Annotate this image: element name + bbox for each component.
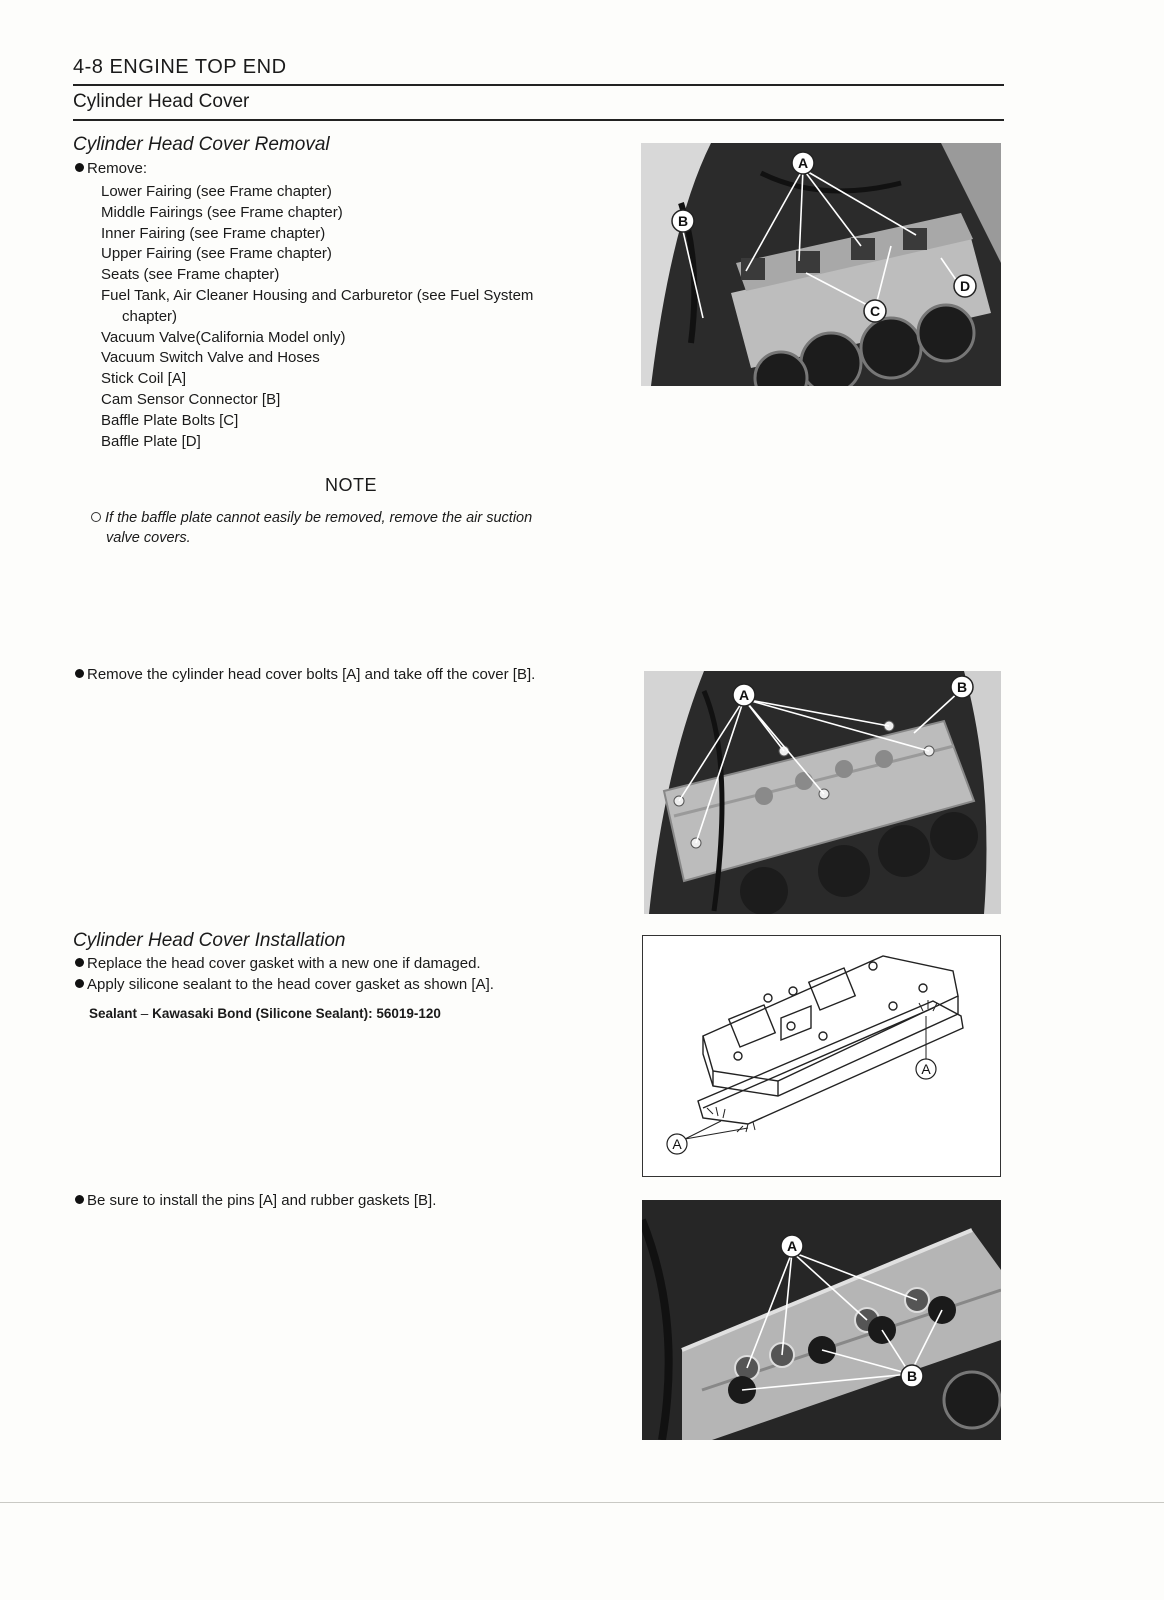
- callout-label: A: [738, 687, 750, 703]
- install-step-3: [75, 1192, 436, 1209]
- list-item: Vacuum Valve(California Model only): [101, 328, 346, 346]
- removal-title: Cylinder Head Cover Removal: [73, 134, 330, 155]
- list-item: Baffle Plate [D]: [101, 432, 201, 450]
- figure-stick-coil-photo: [641, 143, 1001, 386]
- hollow-bullet-icon: [91, 512, 101, 522]
- list-item: Upper Fairing (see Frame chapter): [101, 245, 332, 263]
- bullet-icon: [75, 979, 84, 988]
- list-item: Baffle Plate Bolts [C]: [101, 411, 239, 429]
- list-item: Seats (see Frame chapter): [101, 266, 280, 284]
- page-bottom-rule: [0, 1502, 1164, 1503]
- list-item: chapter): [122, 307, 178, 325]
- sealant-value: Kawasaki Bond (Silicone Sealant): 56019-120: [152, 1006, 441, 1021]
- callout-label: B: [906, 1368, 918, 1384]
- sealant-spec: [89, 1006, 441, 1021]
- callout-label: A: [786, 1238, 798, 1254]
- subsection-title: Cylinder Head Cover: [73, 91, 250, 112]
- installation-title: Cylinder Head Cover Installation: [73, 930, 346, 951]
- step-text: Apply silicone sealant to the head cover gasket as shown [A].: [87, 976, 494, 993]
- subheader-rule: [73, 119, 1004, 121]
- removal-items: [101, 182, 621, 452]
- callout-label: B: [677, 213, 689, 229]
- callout-label: A: [921, 1061, 931, 1077]
- list-item: Vacuum Switch Valve and Hoses: [101, 349, 320, 367]
- callout-label: B: [956, 679, 968, 695]
- install-step-1: [75, 955, 481, 972]
- note-line: valve covers.: [106, 530, 191, 546]
- list-item: Lower Fairing (see Frame chapter): [101, 183, 332, 200]
- list-item: Middle Fairings (see Frame chapter): [101, 203, 343, 221]
- step-text: Replace the head cover gasket with a new one if damaged.: [87, 955, 481, 972]
- bolts-step: [75, 666, 535, 683]
- page-section-title: 4-8 ENGINE TOP END: [73, 56, 287, 78]
- sealant-dash: –: [140, 1006, 149, 1021]
- callout-label: A: [672, 1136, 682, 1152]
- callout-label: C: [869, 303, 881, 319]
- note-text: [91, 508, 631, 548]
- figure-gasket-diagram: [642, 935, 1001, 1177]
- list-item: Cam Sensor Connector [B]: [101, 390, 281, 408]
- note-heading: NOTE: [325, 475, 378, 495]
- step-text: Be sure to install the pins [A] and rubber gaskets [B].: [87, 1192, 437, 1209]
- list-item: Inner Fairing (see Frame chapter): [101, 224, 326, 242]
- figure-pins-gaskets-photo: [642, 1200, 1001, 1440]
- figure-cover-bolts-photo: [644, 671, 1001, 914]
- header-rule: [73, 84, 1004, 86]
- callout-label: A: [797, 155, 809, 171]
- bullet-icon: [75, 958, 84, 967]
- step-text: Remove the cylinder head cover bolts [A] and take off the cover [B].: [87, 666, 536, 683]
- bullet-icon: [75, 1195, 84, 1204]
- bullet-icon: [75, 163, 84, 172]
- list-item: Fuel Tank, Air Cleaner Housing and Carburetor (see Fuel System: [101, 286, 534, 304]
- remove-bullet: [75, 160, 147, 177]
- install-step-2: [75, 976, 494, 993]
- note-line: If the baffle plate cannot easily be removed, remove the air suction: [105, 510, 533, 526]
- bullet-icon: [75, 669, 84, 678]
- sealant-label: Sealant: [89, 1006, 138, 1021]
- remove-label: Remove:: [87, 160, 148, 177]
- callout-label: D: [959, 278, 971, 294]
- list-item: Stick Coil [A]: [101, 370, 187, 388]
